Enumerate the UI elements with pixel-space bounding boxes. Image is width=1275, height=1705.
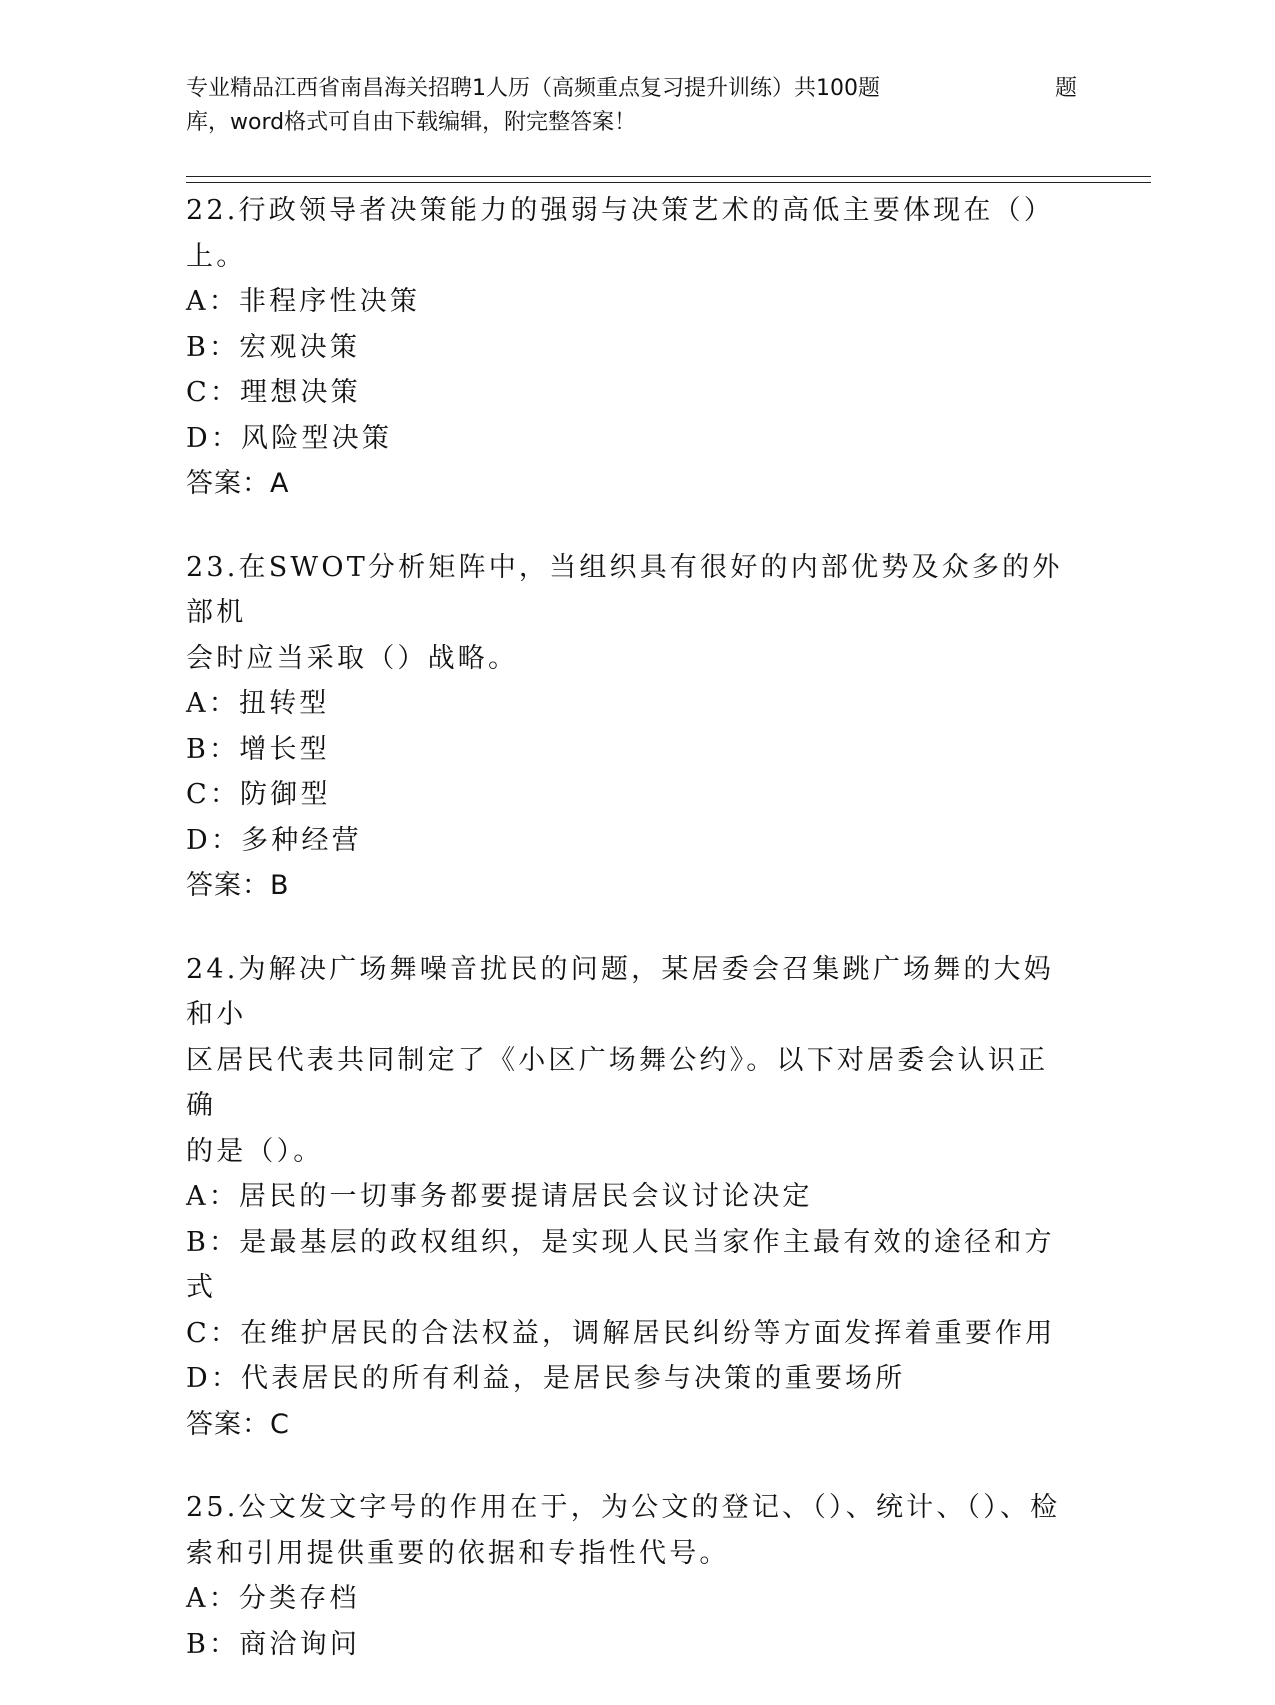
question-text: 的是（）。	[186, 1135, 324, 1167]
question-23	[186, 545, 1066, 909]
question-22	[186, 188, 1066, 507]
option-d: D：风险型决策	[186, 422, 393, 454]
question-text: 23.在SWOT分析矩阵中，当组织具有很好的内部优势及众多的外部机	[186, 551, 1063, 628]
answer: 答案：C	[186, 1408, 290, 1440]
option-c: C：理想决策	[186, 377, 361, 408]
header-line-1-tail: 题	[1055, 76, 1078, 101]
header-divider-bottom	[186, 182, 1151, 183]
header-divider-top	[186, 176, 1151, 177]
header-line-1: 专业精品江西省南昌海关招聘1人历（高频重点复习提升训练）共100题	[186, 76, 880, 101]
option-a: A：扭转型	[186, 688, 330, 719]
question-list	[186, 188, 1066, 1705]
option-b: B：宏观决策	[186, 331, 361, 363]
option-a: A：居民的一切事务都要提请居民会议讨论决定	[186, 1181, 813, 1212]
question-24	[186, 947, 1066, 1448]
question-text: 索和引用提供重要的依据和专指性代号。	[186, 1537, 730, 1569]
option-d: D：多种经营	[186, 824, 362, 856]
option-b: B：增长型	[186, 733, 330, 765]
option-a: A：非程序性决策	[186, 286, 421, 317]
option-b: B：商洽询问	[186, 1628, 361, 1660]
question-text: 25.公文发文字号的作用在于，为公文的登记、（）、统计、（）、检	[186, 1492, 1061, 1523]
question-text: 24.为解决广场舞噪音扰民的问题，某居委会召集跳广场舞的大妈和小	[186, 953, 1054, 1030]
option-c: C：防御型	[186, 779, 331, 810]
answer: 答案：A	[186, 468, 290, 499]
answer: 答案：B	[186, 870, 290, 901]
question-text: 区居民代表共同制定了《小区广场舞公约》。以下对居委会认识正确	[186, 1044, 1049, 1121]
option-a: A：分类存档	[186, 1583, 360, 1614]
question-25	[186, 1485, 1066, 1667]
document-header	[186, 72, 1086, 140]
question-text: 会时应当采取（）战略。	[186, 642, 519, 674]
option-d: D：代表居民的所有利益，是居民参与决策的重要场所	[186, 1363, 906, 1394]
header-line-2: 库，word格式可自由下载编辑，附完整答案！	[186, 110, 637, 135]
option-c: C：在维护居民的合法权益，调解居民纠纷等方面发挥着重要作用	[186, 1317, 1056, 1349]
option-b: B：是最基层的政权组织，是实现人民当家作主最有效的途径和方式	[186, 1226, 1055, 1303]
question-text: 22.行政领导者决策能力的强弱与决策艺术的高低主要体现在（）上。	[186, 195, 1054, 272]
